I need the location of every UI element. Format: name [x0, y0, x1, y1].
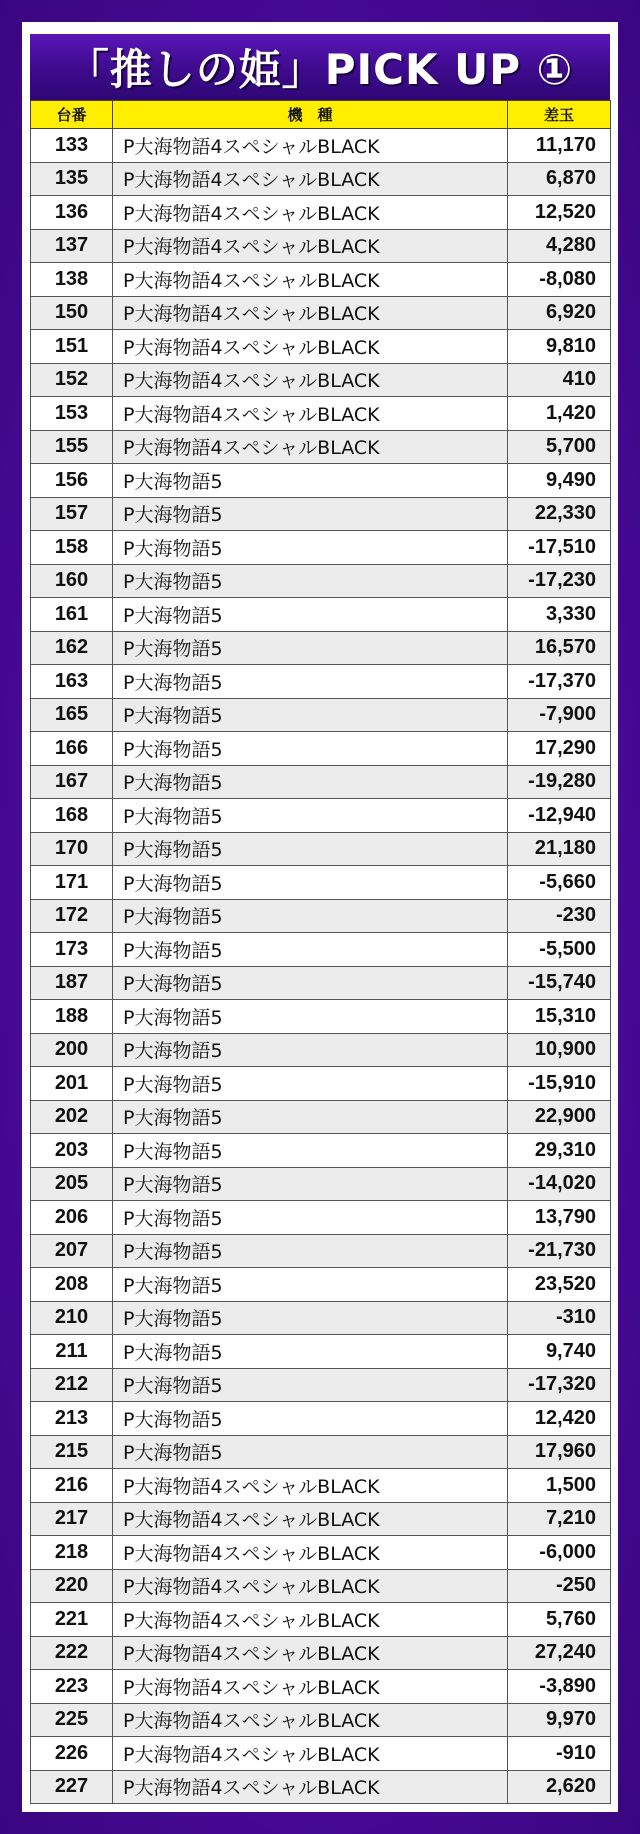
model-cell: P大海物語5 [113, 832, 508, 866]
table-row [31, 229, 611, 263]
table-row [31, 1636, 611, 1670]
unit-cell: 151 [31, 330, 113, 364]
diff-cell: -910 [508, 1737, 611, 1771]
unit-cell: 158 [31, 531, 113, 565]
model-cell: P大海物語4スペシャルBLACK [113, 430, 508, 464]
model-cell: P大海物語4スペシャルBLACK [113, 1770, 508, 1804]
diff-cell: -19,280 [508, 765, 611, 799]
table-row [31, 129, 611, 163]
table-body [31, 129, 611, 1804]
table-row [31, 732, 611, 766]
diff-cell: 17,960 [508, 1435, 611, 1469]
diff-cell: 5,700 [508, 430, 611, 464]
model-cell: P大海物語4スペシャルBLACK [113, 1703, 508, 1737]
table-header-row [31, 101, 611, 129]
diff-cell: 23,520 [508, 1268, 611, 1302]
diff-cell: 5,760 [508, 1603, 611, 1637]
unit-cell: 211 [31, 1335, 113, 1369]
diff-cell: 21,180 [508, 832, 611, 866]
model-cell: P大海物語4スペシャルBLACK [113, 1670, 508, 1704]
model-cell: P大海物語5 [113, 665, 508, 699]
model-cell: P大海物語5 [113, 564, 508, 598]
unit-cell: 206 [31, 1201, 113, 1235]
table-row [31, 598, 611, 632]
model-cell: P大海物語5 [113, 1435, 508, 1469]
unit-cell: 155 [31, 430, 113, 464]
unit-cell: 225 [31, 1703, 113, 1737]
table-row [31, 1067, 611, 1101]
diff-cell: -5,660 [508, 866, 611, 900]
diff-cell: 15,310 [508, 1000, 611, 1034]
table-row [31, 397, 611, 431]
diff-cell: -12,940 [508, 799, 611, 833]
unit-cell: 210 [31, 1301, 113, 1335]
unit-cell: 212 [31, 1368, 113, 1402]
table-row [31, 464, 611, 498]
diff-cell: -250 [508, 1569, 611, 1603]
unit-cell: 222 [31, 1636, 113, 1670]
diff-cell: -15,910 [508, 1067, 611, 1101]
unit-cell: 165 [31, 698, 113, 732]
model-cell: P大海物語5 [113, 732, 508, 766]
table-row [31, 1000, 611, 1034]
table-row [31, 799, 611, 833]
model-cell: P大海物語4スペシャルBLACK [113, 330, 508, 364]
diff-cell: 29,310 [508, 1134, 611, 1168]
diff-cell: 9,970 [508, 1703, 611, 1737]
model-cell: P大海物語4スペシャルBLACK [113, 296, 508, 330]
model-cell: P大海物語4スペシャルBLACK [113, 363, 508, 397]
page-title: 「推しの姫」PICK UP ① [30, 34, 610, 100]
unit-cell: 220 [31, 1569, 113, 1603]
unit-cell: 202 [31, 1100, 113, 1134]
model-cell: P大海物語5 [113, 698, 508, 732]
model-cell: P大海物語5 [113, 497, 508, 531]
table-row [31, 933, 611, 967]
diff-cell: 11,170 [508, 129, 611, 163]
table-row [31, 263, 611, 297]
diff-cell: -14,020 [508, 1167, 611, 1201]
model-cell: P大海物語5 [113, 1134, 508, 1168]
unit-cell: 163 [31, 665, 113, 699]
unit-cell: 215 [31, 1435, 113, 1469]
table-row [31, 1603, 611, 1637]
model-cell: P大海物語4スペシャルBLACK [113, 1603, 508, 1637]
diff-cell: 13,790 [508, 1201, 611, 1235]
table-row [31, 1670, 611, 1704]
diff-cell: 1,500 [508, 1469, 611, 1503]
table-row [31, 966, 611, 1000]
unit-cell: 218 [31, 1536, 113, 1570]
model-cell: P大海物語4スペシャルBLACK [113, 263, 508, 297]
unit-cell: 167 [31, 765, 113, 799]
model-cell: P大海物語5 [113, 799, 508, 833]
table-row [31, 1569, 611, 1603]
table-row [31, 765, 611, 799]
diff-cell: 10,900 [508, 1033, 611, 1067]
unit-cell: 152 [31, 363, 113, 397]
table-row [31, 631, 611, 665]
unit-cell: 221 [31, 1603, 113, 1637]
unit-cell: 157 [31, 497, 113, 531]
model-cell: P大海物語5 [113, 464, 508, 498]
model-cell: P大海物語5 [113, 1335, 508, 1369]
unit-cell: 156 [31, 464, 113, 498]
table-row [31, 1469, 611, 1503]
unit-cell: 188 [31, 1000, 113, 1034]
table-row [31, 1536, 611, 1570]
unit-cell: 201 [31, 1067, 113, 1101]
table-row [31, 1201, 611, 1235]
header-model: 機 種 [113, 101, 508, 129]
diff-cell: -21,730 [508, 1234, 611, 1268]
table-row [31, 1402, 611, 1436]
diff-cell: -8,080 [508, 263, 611, 297]
diff-cell: 2,620 [508, 1770, 611, 1804]
table-row [31, 1100, 611, 1134]
model-cell: P大海物語5 [113, 765, 508, 799]
table-row [31, 1134, 611, 1168]
unit-cell: 173 [31, 933, 113, 967]
unit-cell: 200 [31, 1033, 113, 1067]
unit-cell: 207 [31, 1234, 113, 1268]
table-row [31, 1234, 611, 1268]
diff-cell: -3,890 [508, 1670, 611, 1704]
unit-cell: 170 [31, 832, 113, 866]
diff-cell: 17,290 [508, 732, 611, 766]
model-cell: P大海物語5 [113, 1234, 508, 1268]
model-cell: P大海物語4スペシャルBLACK [113, 229, 508, 263]
table-row [31, 162, 611, 196]
model-cell: P大海物語4スペシャルBLACK [113, 1569, 508, 1603]
table-row [31, 531, 611, 565]
unit-cell: 135 [31, 162, 113, 196]
unit-cell: 217 [31, 1502, 113, 1536]
unit-cell: 226 [31, 1737, 113, 1771]
model-cell: P大海物語5 [113, 598, 508, 632]
unit-cell: 166 [31, 732, 113, 766]
model-cell: P大海物語5 [113, 1033, 508, 1067]
model-cell: P大海物語5 [113, 1167, 508, 1201]
diff-cell: 27,240 [508, 1636, 611, 1670]
unit-cell: 136 [31, 196, 113, 230]
diff-cell: -17,230 [508, 564, 611, 598]
table-row [31, 497, 611, 531]
unit-cell: 172 [31, 899, 113, 933]
header-unit: 台番 [31, 101, 113, 129]
table-row [31, 1502, 611, 1536]
diff-cell: -230 [508, 899, 611, 933]
table-row [31, 1435, 611, 1469]
diff-cell: -17,370 [508, 665, 611, 699]
unit-cell: 138 [31, 263, 113, 297]
unit-cell: 162 [31, 631, 113, 665]
table-row [31, 1167, 611, 1201]
model-cell: P大海物語5 [113, 1000, 508, 1034]
table-row [31, 196, 611, 230]
model-cell: P大海物語4スペシャルBLACK [113, 162, 508, 196]
model-cell: P大海物語5 [113, 1268, 508, 1302]
diff-cell: 4,280 [508, 229, 611, 263]
model-cell: P大海物語5 [113, 531, 508, 565]
table-row [31, 430, 611, 464]
model-cell: P大海物語5 [113, 899, 508, 933]
diff-cell: 9,810 [508, 330, 611, 364]
diff-cell: 6,870 [508, 162, 611, 196]
diff-cell: 410 [508, 363, 611, 397]
diff-cell: 12,520 [508, 196, 611, 230]
model-cell: P大海物語4スペシャルBLACK [113, 397, 508, 431]
table-row [31, 1703, 611, 1737]
table-row [31, 564, 611, 598]
unit-cell: 213 [31, 1402, 113, 1436]
model-cell: P大海物語5 [113, 933, 508, 967]
table-row [31, 1770, 611, 1804]
diff-cell: -310 [508, 1301, 611, 1335]
header-diff: 差玉 [508, 101, 611, 129]
model-cell: P大海物語4スペシャルBLACK [113, 1536, 508, 1570]
unit-cell: 223 [31, 1670, 113, 1704]
model-cell: P大海物語5 [113, 631, 508, 665]
model-cell: P大海物語5 [113, 1201, 508, 1235]
diff-cell: 22,330 [508, 497, 611, 531]
model-cell: P大海物語5 [113, 1402, 508, 1436]
model-cell: P大海物語4スペシャルBLACK [113, 1737, 508, 1771]
diff-cell: 9,740 [508, 1335, 611, 1369]
model-cell: P大海物語5 [113, 1067, 508, 1101]
unit-cell: 160 [31, 564, 113, 598]
unit-cell: 227 [31, 1770, 113, 1804]
model-cell: P大海物語4スペシャルBLACK [113, 1469, 508, 1503]
unit-cell: 216 [31, 1469, 113, 1503]
model-cell: P大海物語5 [113, 1301, 508, 1335]
unit-cell: 205 [31, 1167, 113, 1201]
unit-cell: 153 [31, 397, 113, 431]
diff-cell: 16,570 [508, 631, 611, 665]
unit-cell: 208 [31, 1268, 113, 1302]
model-cell: P大海物語4スペシャルBLACK [113, 129, 508, 163]
model-cell: P大海物語5 [113, 1100, 508, 1134]
unit-cell: 203 [31, 1134, 113, 1168]
table-row [31, 832, 611, 866]
unit-cell: 161 [31, 598, 113, 632]
table-row [31, 330, 611, 364]
diff-cell: -17,510 [508, 531, 611, 565]
model-cell: P大海物語4スペシャルBLACK [113, 1502, 508, 1536]
diff-cell: 1,420 [508, 397, 611, 431]
diff-cell: -5,500 [508, 933, 611, 967]
table-row [31, 899, 611, 933]
table-row [31, 1335, 611, 1369]
diff-cell: 9,490 [508, 464, 611, 498]
table-row [31, 698, 611, 732]
document-frame [22, 22, 618, 1812]
model-cell: P大海物語4スペシャルBLACK [113, 1636, 508, 1670]
table-row [31, 1368, 611, 1402]
table-row [31, 1033, 611, 1067]
diff-cell: -15,740 [508, 966, 611, 1000]
unit-cell: 137 [31, 229, 113, 263]
unit-cell: 168 [31, 799, 113, 833]
table-row [31, 866, 611, 900]
table-row [31, 296, 611, 330]
model-cell: P大海物語5 [113, 1368, 508, 1402]
table-row [31, 665, 611, 699]
diff-cell: 12,420 [508, 1402, 611, 1436]
table-row [31, 363, 611, 397]
diff-cell: 7,210 [508, 1502, 611, 1536]
diff-cell: 22,900 [508, 1100, 611, 1134]
model-cell: P大海物語5 [113, 966, 508, 1000]
table-row [31, 1301, 611, 1335]
diff-cell: -6,000 [508, 1536, 611, 1570]
unit-cell: 133 [31, 129, 113, 163]
table-row [31, 1268, 611, 1302]
diff-cell: 6,920 [508, 296, 611, 330]
diff-cell: -7,900 [508, 698, 611, 732]
table-row [31, 1737, 611, 1771]
results-table [30, 100, 611, 1804]
unit-cell: 171 [31, 866, 113, 900]
model-cell: P大海物語4スペシャルBLACK [113, 196, 508, 230]
diff-cell: 3,330 [508, 598, 611, 632]
model-cell: P大海物語5 [113, 866, 508, 900]
diff-cell: -17,320 [508, 1368, 611, 1402]
unit-cell: 150 [31, 296, 113, 330]
unit-cell: 187 [31, 966, 113, 1000]
